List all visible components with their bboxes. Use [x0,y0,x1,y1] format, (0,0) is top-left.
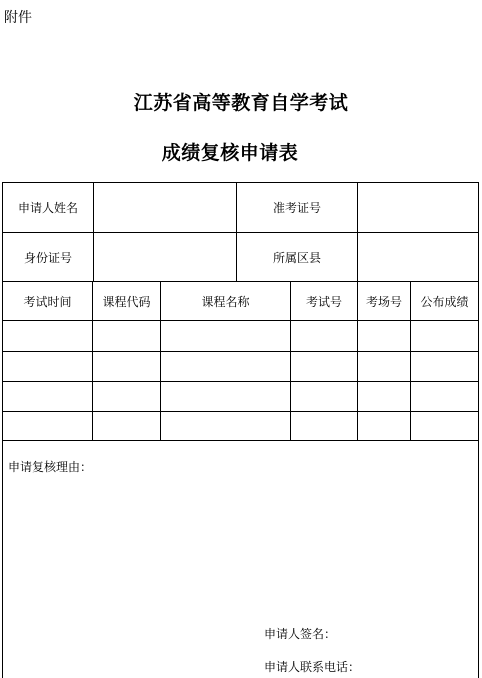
table-cell[interactable] [3,321,92,351]
table-cell[interactable] [358,352,410,381]
applicant-name-label: 申请人姓名 [17,201,78,215]
applicant-name-field[interactable] [94,183,236,232]
table-cell[interactable] [93,321,160,351]
attachment-label: 附件 [4,10,32,26]
table-cell[interactable] [161,382,290,411]
table-border-right [478,182,479,678]
table-cell[interactable] [161,321,290,351]
form-subtitle: 成绩复核申请表 [161,142,299,164]
ticket-number-label: 准考证号 [272,201,321,215]
id-number-field[interactable] [94,233,236,281]
form-title: 江苏省高等教育自学考试 [133,92,349,114]
applicant-phone-label: 申请人联系电话： [264,660,361,674]
table-cell[interactable] [291,321,357,351]
table-cell[interactable] [411,412,478,440]
table-cell[interactable] [291,382,357,411]
table-cell[interactable] [358,412,410,440]
table-cell[interactable] [161,352,290,381]
table-cell[interactable] [291,412,357,440]
column-header-course-code: 课程代码 [102,294,151,309]
id-number-label: 身份证号 [23,250,72,265]
table-cell[interactable] [161,412,290,440]
table-cell[interactable] [93,352,160,381]
table-cell[interactable] [411,321,478,351]
district-label: 所属区县 [272,250,321,265]
row-divider [2,440,479,441]
table-cell[interactable] [411,352,478,381]
table-cell[interactable] [291,352,357,381]
review-reason-label: 申请复核理由： [8,460,93,474]
table-cell[interactable] [3,382,92,411]
table-cell[interactable] [358,321,410,351]
column-header-exam-time: 考试时间 [23,294,72,309]
table-cell[interactable] [3,412,92,440]
ticket-number-field[interactable] [358,183,478,232]
table-cell[interactable] [358,382,410,411]
column-header-published-score: 公布成绩 [420,294,469,309]
column-header-exam-number: 考试号 [305,294,342,309]
table-cell[interactable] [93,382,160,411]
applicant-signature-label: 申请人签名： [264,627,337,641]
table-cell[interactable] [3,352,92,381]
district-field[interactable] [358,233,478,281]
table-cell[interactable] [411,382,478,411]
table-cell[interactable] [93,412,160,440]
column-header-room-number: 考场号 [365,294,402,309]
column-header-course-name: 课程名称 [201,294,250,309]
